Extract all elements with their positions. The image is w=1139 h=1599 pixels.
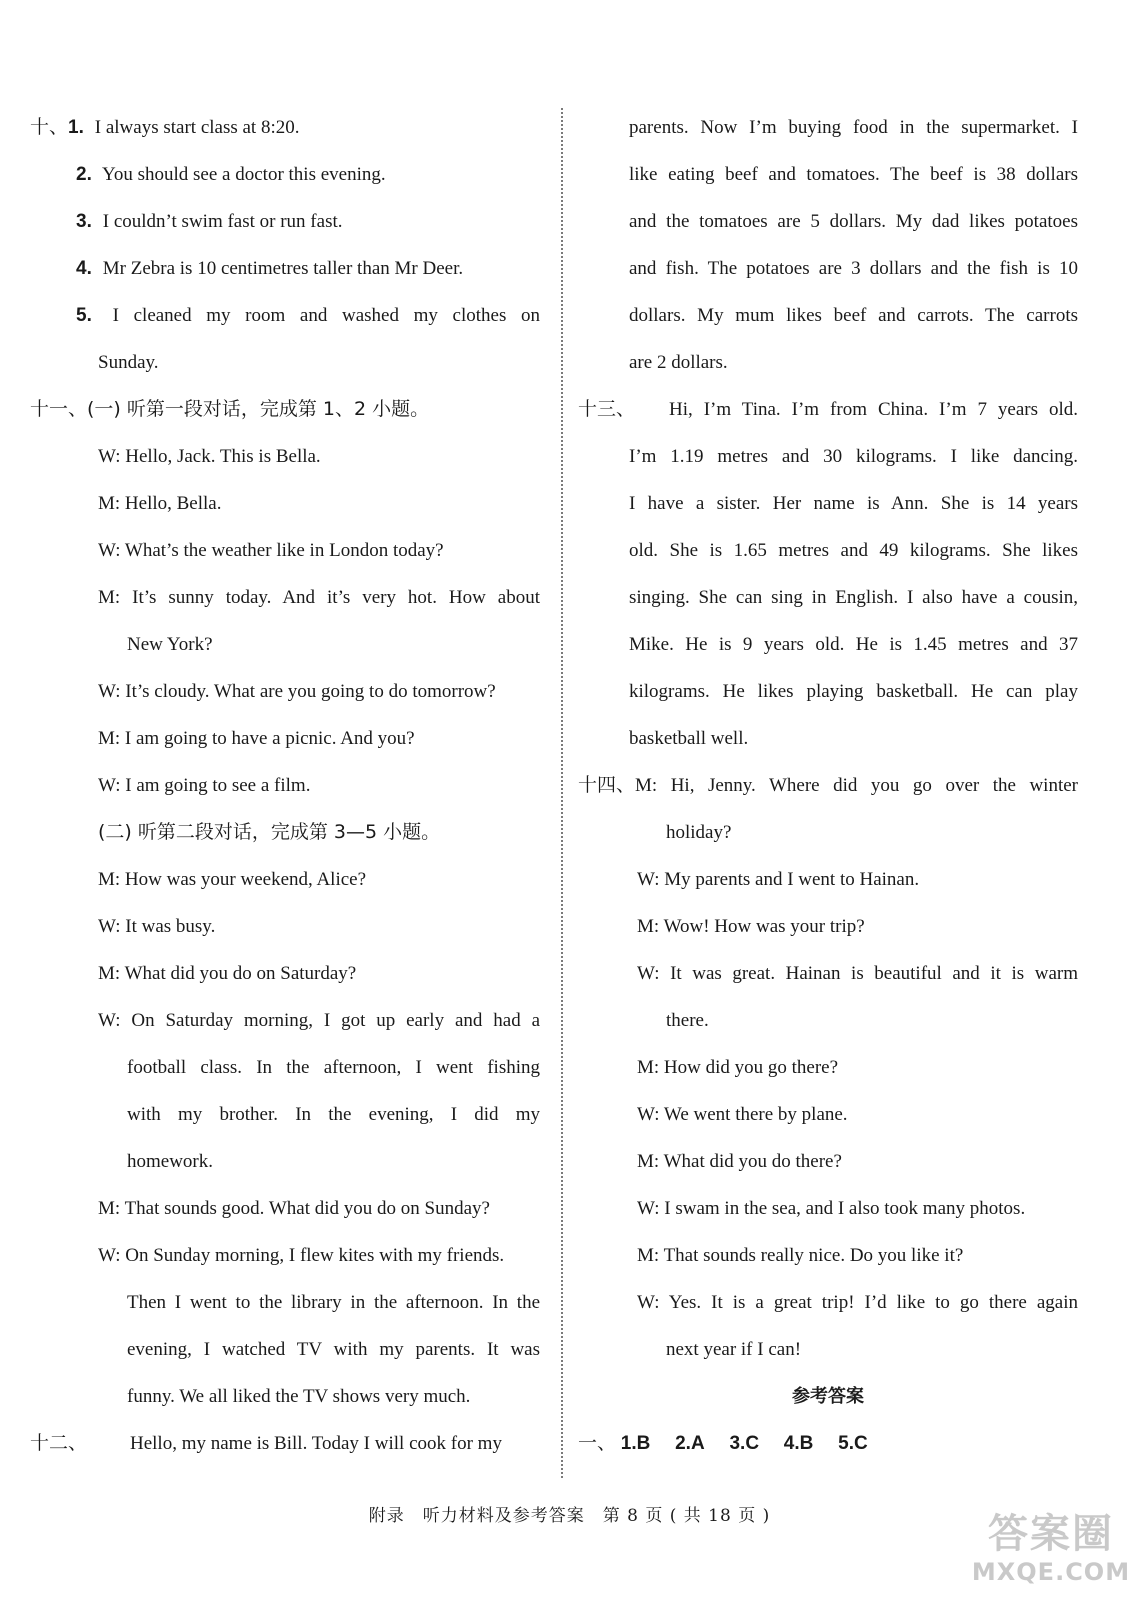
dialogue-line: M: I am going to have a picnic. And you? [98, 728, 415, 749]
section-marker-10: 十、 [30, 116, 69, 138]
answer-item: 3.C [729, 1433, 760, 1454]
dialogue-line: W: I swam in the sea, and I also took many photos. [637, 1198, 1026, 1219]
dialogue-line: W: It was busy. [98, 916, 216, 937]
s10-item-5-cont: Sunday. [98, 352, 159, 373]
dialogue-line: W: What’s the weather like in London today? [98, 540, 444, 561]
dialogue-line: M: How was your weekend, Alice? [98, 869, 367, 890]
dialogue-line: M: How did you go there? [637, 1057, 839, 1078]
dialogue-line: W: I am going to see a film. [98, 775, 311, 796]
answer-key-row [578, 1420, 1078, 1467]
dialogue-line: holiday? [666, 822, 732, 843]
watermark-bottom-text: MXQE.COM [971, 1558, 1131, 1586]
s12-first-line: 十二、 Hello, my name is Bill. Today I will cook for my [30, 1432, 502, 1454]
passage-line: singing. She can sing in English. I also have a cousin, [629, 587, 1078, 608]
s11-part2-heading: (二) 听第二段对话，完成第 3—5 小题。 [98, 821, 441, 843]
section-marker-13: 十三、 [578, 398, 636, 420]
section-marker-11: 十一、 [30, 398, 88, 420]
s10-item-2: 2. You should see a doctor this evening. [76, 164, 386, 185]
passage-line: dollars. My mum likes beef and carrots. The carrots [629, 305, 1078, 326]
answer-item: 5.C [838, 1433, 868, 1454]
passage-line: old. She is 1.65 metres and 49 kilograms. She likes [629, 540, 1078, 561]
dialogue-line: W: On Saturday morning, I got up early and had a [98, 1010, 540, 1031]
dialogue-line: next year if I can! [666, 1339, 802, 1360]
dialogue-line: evening, I watched TV with my parents. It was [127, 1339, 540, 1360]
dialogue-line: M: What did you do on Saturday? [98, 963, 357, 984]
passage-line: parents. Now I’m buying food in the supermarket. I [629, 117, 1078, 138]
watermark-top-text: 答案圈 [988, 1511, 1114, 1557]
dialogue-line: M: What did you do there? [637, 1151, 842, 1172]
dialogue-line: M: That sounds good. What did you do on Sunday? [98, 1198, 490, 1219]
answer-marker: 一、 [578, 1432, 617, 1454]
passage-line: like eating beef and tomatoes. The beef is 38 dollars [629, 164, 1078, 185]
s13-first-line: 十三、 Hi, I’m Tina. I’m from China. I’m 7 years old. [578, 398, 1078, 420]
answer-item: 4.B [783, 1433, 814, 1454]
dialogue-line: homework. [127, 1151, 214, 1172]
dialogue-line: with my brother. In the evening, I did my [127, 1104, 540, 1125]
dialogue-line: W: We went there by plane. [637, 1104, 848, 1125]
dialogue-line: football class. In the afternoon, I went fishing [127, 1057, 540, 1078]
dialogue-line: W: My parents and I went to Hainan. [637, 869, 920, 890]
watermark-logo [971, 1511, 1131, 1593]
section-marker-14: 十四、 [578, 774, 636, 796]
s10-item-4: 4. Mr Zebra is 10 centimetres taller than Mr Deer. [76, 258, 464, 279]
dialogue-line: funny. We all liked the TV shows very much. [127, 1386, 471, 1407]
dialogue-line: W: Hello, Jack. This is Bella. [98, 446, 321, 467]
answer-key-title: 参考答案 [792, 1386, 864, 1407]
left-column [30, 104, 540, 1467]
dialogue-line: there. [666, 1010, 709, 1031]
s10-item-3: 3. I couldn’t swim fast or run fast. [76, 211, 343, 232]
s11-part1-heading: 十一、(一) 听第一段对话，完成第 1、2 小题。 [30, 398, 430, 420]
dialogue-line: W: It’s cloudy. What are you going to do tomorrow? [98, 681, 496, 702]
dialogue-line: M: Hello, Bella. [98, 493, 222, 514]
passage-line: I’m 1.19 metres and 30 kilograms. I like dancing. [629, 446, 1078, 467]
page-footer: 附录 听力材料及参考答案 第 8 页 ( 共 18 页 ) [368, 1506, 771, 1526]
passage-line: basketball well. [629, 728, 749, 749]
passage-line: I have a sister. Her name is Ann. She is 14 years [629, 493, 1078, 514]
dialogue-line: M: It’s sunny today. And it’s very hot. How about [98, 587, 540, 608]
dialogue-line: W: On Sunday morning, I flew kites with my friends. [98, 1245, 505, 1266]
passage-line: kilograms. He likes playing basketball. He can play [629, 681, 1078, 702]
right-column [578, 104, 1078, 1467]
dialogue-line: W: It was great. Hainan is beautiful and it is warm [637, 963, 1078, 984]
dialogue-line: M: Wow! How was your trip? [637, 916, 865, 937]
dialogue-line: New York? [127, 634, 213, 655]
passage-line: and the tomatoes are 5 dollars. My dad likes potatoes [629, 211, 1078, 232]
s10-item-5: 5. I cleaned my room and washed my clothes on [76, 305, 540, 326]
passage-line: are 2 dollars. [629, 352, 728, 373]
passage-line: Mike. He is 9 years old. He is 1.45 metres and 37 [629, 634, 1078, 655]
section-marker-12: 十二、 [30, 1432, 88, 1454]
dialogue-line: Then I went to the library in the afternoon. In the [127, 1292, 540, 1313]
answer-item: 2.A [675, 1433, 705, 1454]
dialogue-line: M: That sounds really nice. Do you like it? [637, 1245, 964, 1266]
answer-item: 1.B [620, 1433, 651, 1454]
s10-item-1: 十、1. I always start class at 8:20. [30, 116, 300, 138]
column-divider [561, 108, 563, 1478]
s14-first-line: 十四、 M: Hi, Jenny. Where did you go over the winter [578, 774, 1078, 796]
passage-line: and fish. The potatoes are 3 dollars and the fish is 10 [629, 258, 1078, 279]
dialogue-line: W: Yes. It is a great trip! I’d like to go there again [637, 1292, 1078, 1313]
